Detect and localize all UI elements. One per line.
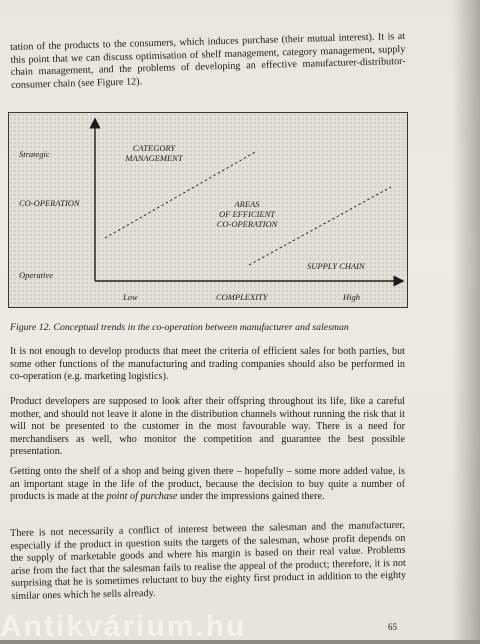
- y-label-strategic: Strategic: [19, 149, 50, 159]
- paragraph-4: [10, 520, 406, 604]
- figure-caption: Figure 12. Conceptual trends in the co-operation between manufacturer and salesman: [10, 322, 349, 333]
- paragraph-3-text-end: under the impressions gained there.: [177, 491, 325, 503]
- y-label-co-operation: CO-OPERATION: [19, 198, 80, 208]
- paragraph-3-text-start: Getting onto the shelf of a shop and being given there – hopefully – some more added value, is an important stage in the life of the product, because the decision to buy quite a number of products is made at the: [10, 466, 405, 503]
- region-areas-line-2: OF EFFICIENT: [219, 209, 275, 219]
- top-paragraph-text: tation of the products to the consumers, which induces purchase (their mutual interest). It is at this point that we can discuss optimisation of shelf management, category management, supply chain management, and the problems of developing an effective manufacturer-distributor-consumer chain (see Figure 12).: [10, 30, 406, 91]
- x-label-high: High: [343, 292, 360, 302]
- region-areas-line-3: CO-OPERATION: [216, 219, 278, 229]
- x-label-low: Low: [123, 292, 138, 302]
- region-category-line-2: MANAGEMENT: [125, 153, 183, 163]
- top-paragraph: [10, 31, 406, 92]
- paragraph-1: [10, 346, 405, 384]
- paragraph-3: [10, 466, 405, 504]
- paragraph-3-emphasis: point of purchase: [106, 491, 178, 503]
- figure-12-diagram: [8, 112, 408, 308]
- region-category-line-1: CATEGORY: [132, 143, 176, 153]
- page-edge-shadow: [452, 0, 480, 640]
- region-areas-of-efficient-co-operation: [197, 199, 297, 229]
- watermark: Antikvárium.hu: [0, 610, 247, 643]
- region-category-management: [109, 143, 199, 163]
- paragraph-1-text: It is not enough to develop products that meet the criteria of efficient sales for both parties, but some other functions of the manufacturing and trading companies should also be performed in co-operation (e.g. marketing logistics).: [10, 346, 405, 383]
- region-areas-line-1: AREAS: [234, 199, 260, 209]
- x-label-complexity: COMPLEXITY: [216, 292, 268, 302]
- y-label-operative: Operative: [19, 270, 53, 280]
- paragraph-2: [10, 396, 405, 459]
- paragraph-4-text: There is not necessarily a conflict of interest between the salesman and the manufacturer, especially if the product in question suits the targets of the salesman, whose profit depends on the supply of marketable goods and where his margin is based on their real value. Problems arise from the fact that the salesman fails to realise the appeal of the product; therefore, it is not surprising that he is sometimes reluctant to buy the eighty first product in addition to the eighty similar ones which he sells already.: [10, 519, 407, 602]
- region-supply-chain: SUPPLY CHAIN: [307, 261, 365, 271]
- paragraph-2-text: Product developers are supposed to look after their offspring throughout its life, like a careful mother, and should not leave it alone in the distribution channels without running the risk that it will not be presented to the customer in the most favourable way. There is a need for merchandisers as well, who monitor the competition and guarantee the best possible presentation.: [10, 396, 405, 458]
- page-number: 65: [388, 622, 397, 632]
